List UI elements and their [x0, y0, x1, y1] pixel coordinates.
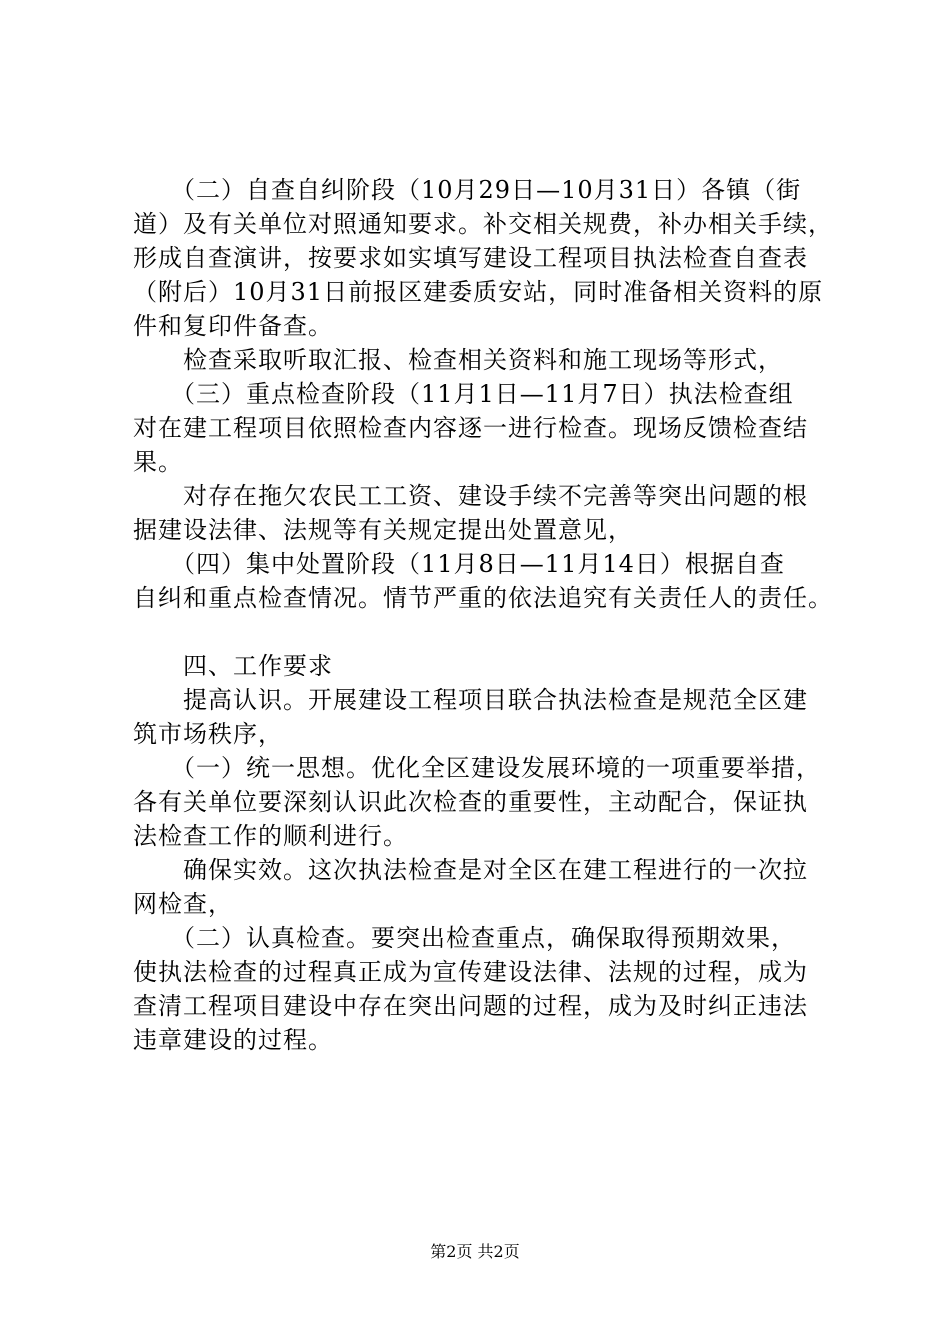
text-line-13: 自纠和重点检查情况。情节严重的依法追究有关责任人的责任。 — [133, 584, 833, 612]
text-line-16: 提高认识。开展建设工程项目联合执法检查是规范全区建 — [133, 686, 808, 714]
text-line-11: 据建设法律、法规等有关规定提出处置意见， — [133, 516, 633, 544]
text-line-19: 各有关单位要深刻认识此次检查的重要性，主动配合，保证执 — [133, 788, 808, 816]
text-line-1: （二）自查自纠阶段（10月29日—10月31日）各镇（街 — [133, 176, 802, 204]
text-line-24: 使执法检查的过程真正成为宣传建设法律、法规的过程，成为 — [133, 958, 808, 986]
section-heading: 四、工作要求 — [133, 652, 333, 680]
text-line-23: （二）认真检查。要突出检查重点，确保取得预期效果， — [133, 924, 796, 952]
text-line-26: 违章建设的过程。 — [133, 1026, 333, 1054]
text-line-25: 查清工程项目建设中存在突出问题的过程，成为及时纠正违法 — [133, 992, 808, 1020]
text-line-2: 道）及有关单位对照通知要求。补交相关规费，补办相关手续， — [133, 210, 833, 238]
text-line-21: 确保实效。这次执法检查是对全区在建工程进行的一次拉 — [133, 856, 808, 884]
document-body — [133, 173, 845, 1057]
text-line-17: 筑市场秩序， — [133, 720, 283, 748]
text-line-3: 形成自查演讲，按要求如实填写建设工程项目执法检查自查表 — [133, 244, 808, 272]
text-line-12: （四）集中处置阶段（11月8日—11月14日）根据自查 — [133, 550, 785, 578]
text-line-22: 网检查， — [133, 890, 233, 918]
text-line-8: 对在建工程项目依照检查内容逐一进行检查。现场反馈检查结 — [133, 414, 808, 442]
text-line-9: 果。 — [133, 448, 183, 476]
blank-line — [133, 615, 845, 649]
text-line-4: （附后）10月31日前报区建委质安站，同时准备相关资料的原 — [133, 278, 824, 306]
text-line-20: 法检查工作的顺利进行。 — [133, 822, 408, 850]
text-line-10: 对存在拖欠农民工工资、建设手续不完善等突出问题的根 — [133, 482, 808, 510]
page-number-footer: 第2页 共2页 — [430, 1242, 520, 1261]
text-line-5: 件和复印件备查。 — [133, 312, 333, 340]
text-line-7: （三）重点检查阶段（11月1日—11月7日）执法检查组 — [133, 380, 794, 408]
text-line-6: 检查采取听取汇报、检查相关资料和施工现场等形式， — [133, 346, 783, 374]
text-line-18: （一）统一思想。优化全区建设发展环境的一项重要举措， — [133, 754, 821, 782]
